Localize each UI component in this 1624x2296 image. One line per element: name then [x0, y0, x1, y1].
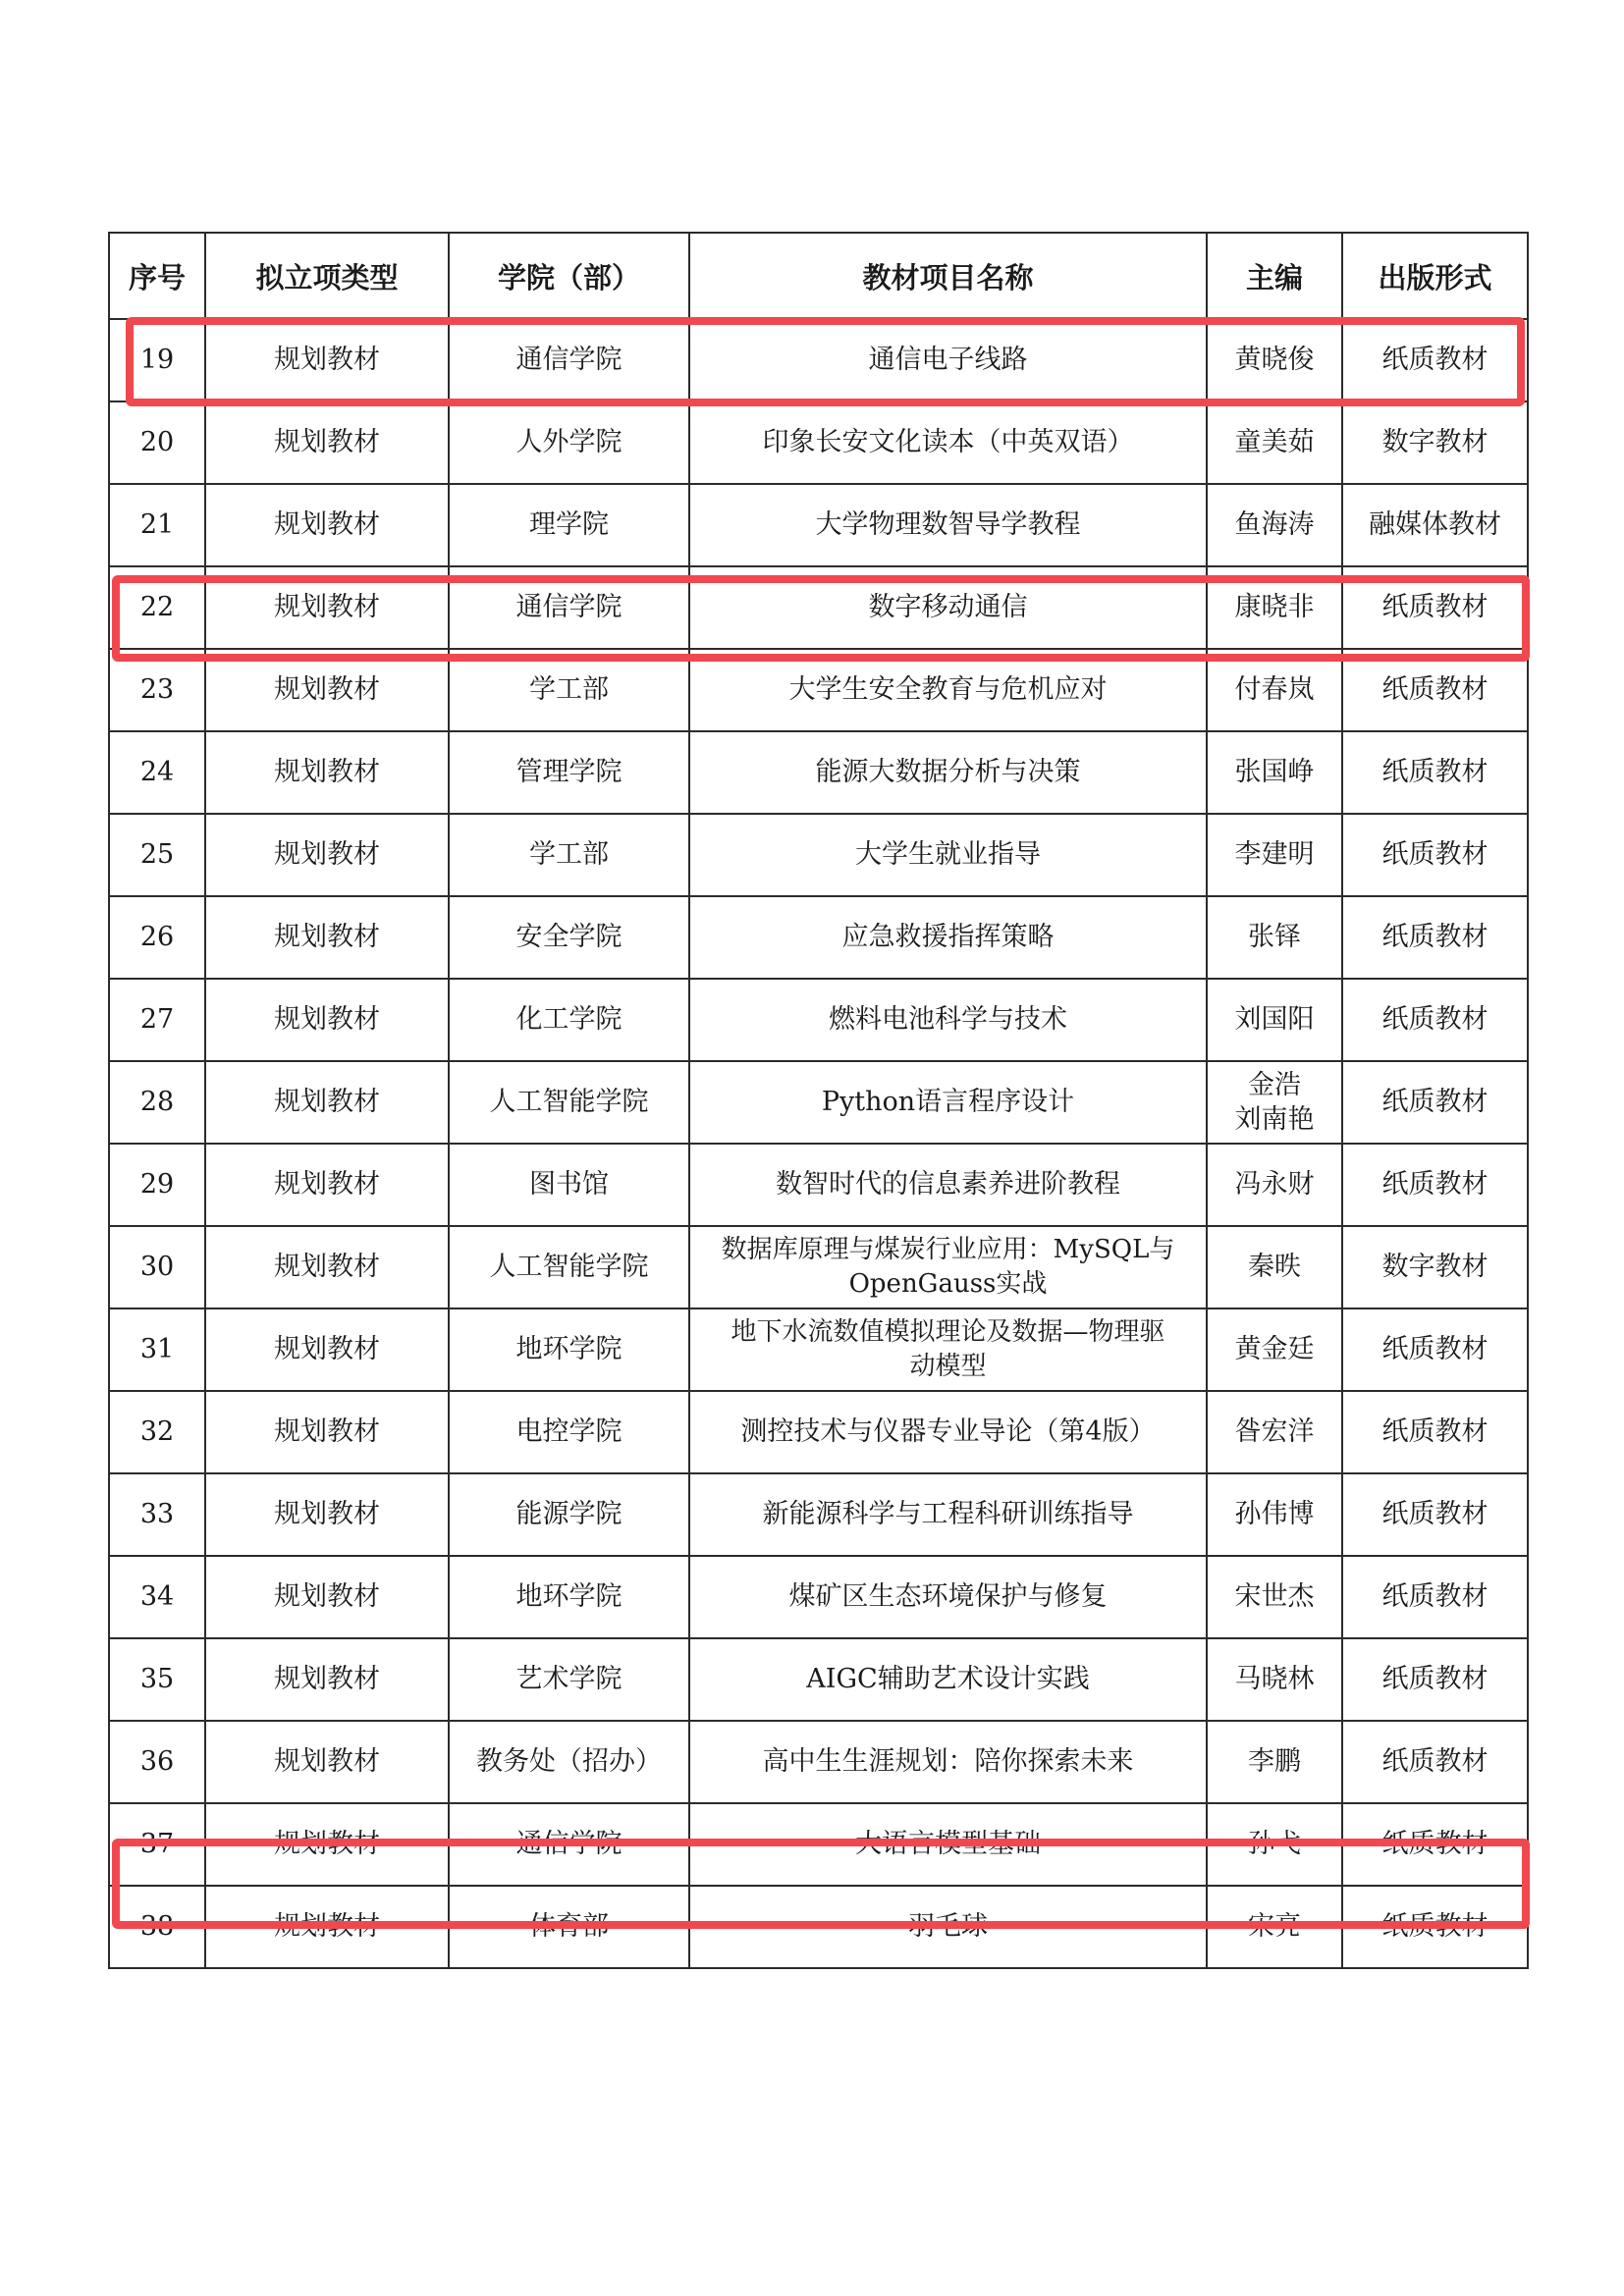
chief-editor-cell: 孙伟博: [1207, 1473, 1342, 1556]
serial-number-cell: 23: [109, 649, 205, 731]
table-row: [109, 1473, 1528, 1556]
college-cell: 人外学院: [449, 401, 689, 484]
project-type-cell: 规划教材: [205, 1473, 449, 1556]
serial-number-cell: 22: [109, 566, 205, 649]
textbook-name-cell: 应急救援指挥策略: [689, 896, 1207, 979]
serial-number-cell: 32: [109, 1391, 205, 1473]
publication-form-cell: 纸质教材: [1342, 979, 1528, 1061]
header-textbook-name: 教材项目名称: [689, 233, 1207, 319]
chief-editor-cell: 宋亮: [1207, 1886, 1342, 1968]
serial-number-cell: 29: [109, 1144, 205, 1226]
publication-form-cell: 融媒体教材: [1342, 484, 1528, 566]
college-cell: 地环学院: [449, 1308, 689, 1391]
college-cell: 通信学院: [449, 1803, 689, 1886]
header-college: 学院（部）: [449, 233, 689, 319]
serial-number-cell: 27: [109, 979, 205, 1061]
textbook-name-cell: 羽毛球: [689, 1886, 1207, 1968]
textbook-name-cell: 大学物理数智导学教程: [689, 484, 1207, 566]
publication-form-cell: 纸质教材: [1342, 1886, 1528, 1968]
college-cell: 图书馆: [449, 1144, 689, 1226]
college-cell: 学工部: [449, 649, 689, 731]
textbook-name-cell: 新能源科学与工程科研训练指导: [689, 1473, 1207, 1556]
table-row: [109, 319, 1528, 401]
table-row: [109, 814, 1528, 896]
chief-editor-cell: 付春岚: [1207, 649, 1342, 731]
project-type-cell: 规划教材: [205, 1638, 449, 1721]
table-row: [109, 1226, 1528, 1308]
chief-editor-cell: 昝宏洋: [1207, 1391, 1342, 1473]
project-type-cell: 规划教材: [205, 649, 449, 731]
project-type-cell: 规划教材: [205, 1226, 449, 1308]
chief-editor-cell: 李建明: [1207, 814, 1342, 896]
publication-form-cell: 纸质教材: [1342, 1721, 1528, 1803]
project-type-cell: 规划教材: [205, 1721, 449, 1803]
textbook-name-cell: 大学生就业指导: [689, 814, 1207, 896]
textbook-project-table: [108, 232, 1529, 1969]
serial-number-cell: 37: [109, 1803, 205, 1886]
college-cell: 教务处（招办）: [449, 1721, 689, 1803]
table-row: [109, 896, 1528, 979]
table-row: [109, 1391, 1528, 1473]
textbook-name-cell: 印象长安文化读本（中英双语）: [689, 401, 1207, 484]
table-row: [109, 1721, 1528, 1803]
serial-number-cell: 25: [109, 814, 205, 896]
publication-form-cell: 纸质教材: [1342, 649, 1528, 731]
publication-form-cell: 纸质教材: [1342, 319, 1528, 401]
college-cell: 艺术学院: [449, 1638, 689, 1721]
college-cell: 安全学院: [449, 896, 689, 979]
table-row: [109, 1308, 1528, 1391]
chief-editor-cell: 黄金廷: [1207, 1308, 1342, 1391]
table-row: [109, 484, 1528, 566]
chief-editor-cell: 秦昳: [1207, 1226, 1342, 1308]
college-cell: 理学院: [449, 484, 689, 566]
textbook-name-cell: 数据库原理与煤炭行业应用：MySQL与 OpenGauss实战: [689, 1226, 1207, 1308]
header-publication-form: 出版形式: [1342, 233, 1528, 319]
publication-form-cell: 纸质教材: [1342, 1144, 1528, 1226]
table-row: [109, 566, 1528, 649]
project-type-cell: 规划教材: [205, 731, 449, 814]
serial-number-cell: 21: [109, 484, 205, 566]
project-type-cell: 规划教材: [205, 1803, 449, 1886]
table-row: [109, 1638, 1528, 1721]
textbook-name-cell: 地下水流数值模拟理论及数据—物理驱 动模型: [689, 1308, 1207, 1391]
project-type-cell: 规划教材: [205, 319, 449, 401]
serial-number-cell: 38: [109, 1886, 205, 1968]
project-type-cell: 规划教材: [205, 1308, 449, 1391]
college-cell: 通信学院: [449, 319, 689, 401]
table-row: [109, 649, 1528, 731]
serial-number-cell: 30: [109, 1226, 205, 1308]
publication-form-cell: 纸质教材: [1342, 1556, 1528, 1638]
textbook-name-cell: Python语言程序设计: [689, 1061, 1207, 1144]
project-type-cell: 规划教材: [205, 1556, 449, 1638]
table-row: [109, 979, 1528, 1061]
publication-form-cell: 纸质教材: [1342, 896, 1528, 979]
serial-number-cell: 28: [109, 1061, 205, 1144]
chief-editor-cell: 黄晓俊: [1207, 319, 1342, 401]
college-cell: 人工智能学院: [449, 1226, 689, 1308]
publication-form-cell: 纸质教材: [1342, 1308, 1528, 1391]
table-row: [109, 1144, 1528, 1226]
chief-editor-cell: 孙弋: [1207, 1803, 1342, 1886]
serial-number-cell: 35: [109, 1638, 205, 1721]
project-type-cell: 规划教材: [205, 1391, 449, 1473]
publication-form-cell: 纸质教材: [1342, 1803, 1528, 1886]
college-cell: 地环学院: [449, 1556, 689, 1638]
publication-form-cell: 纸质教材: [1342, 1391, 1528, 1473]
serial-number-cell: 33: [109, 1473, 205, 1556]
chief-editor-cell: 李鹏: [1207, 1721, 1342, 1803]
publication-form-cell: 纸质教材: [1342, 1061, 1528, 1144]
college-cell: 化工学院: [449, 979, 689, 1061]
serial-number-cell: 20: [109, 401, 205, 484]
textbook-name-cell: 大学生安全教育与危机应对: [689, 649, 1207, 731]
chief-editor-cell: 马晓林: [1207, 1638, 1342, 1721]
publication-form-cell: 纸质教材: [1342, 814, 1528, 896]
project-type-cell: 规划教材: [205, 814, 449, 896]
project-type-cell: 规划教材: [205, 484, 449, 566]
header-project-type: 拟立项类型: [205, 233, 449, 319]
serial-number-cell: 24: [109, 731, 205, 814]
header-chief-editor: 主编: [1207, 233, 1342, 319]
college-cell: 人工智能学院: [449, 1061, 689, 1144]
project-type-cell: 规划教材: [205, 401, 449, 484]
textbook-name-cell: 数智时代的信息素养进阶教程: [689, 1144, 1207, 1226]
textbook-name-cell: 燃料电池科学与技术: [689, 979, 1207, 1061]
textbook-name-cell: 能源大数据分析与决策: [689, 731, 1207, 814]
serial-number-cell: 26: [109, 896, 205, 979]
table-row: [109, 1803, 1528, 1886]
header-serial-number: 序号: [109, 233, 205, 319]
college-cell: 电控学院: [449, 1391, 689, 1473]
textbook-name-cell: 大语言模型基础: [689, 1803, 1207, 1886]
project-type-cell: 规划教材: [205, 1886, 449, 1968]
serial-number-cell: 31: [109, 1308, 205, 1391]
college-cell: 体育部: [449, 1886, 689, 1968]
table-row: [109, 401, 1528, 484]
project-type-cell: 规划教材: [205, 979, 449, 1061]
table-row: [109, 731, 1528, 814]
publication-form-cell: 纸质教材: [1342, 731, 1528, 814]
table-row: [109, 1061, 1528, 1144]
publication-form-cell: 纸质教材: [1342, 566, 1528, 649]
chief-editor-cell: 康晓非: [1207, 566, 1342, 649]
textbook-name-cell: 测控技术与仪器专业导论（第4版）: [689, 1391, 1207, 1473]
college-cell: 管理学院: [449, 731, 689, 814]
serial-number-cell: 19: [109, 319, 205, 401]
project-type-cell: 规划教材: [205, 566, 449, 649]
publication-form-cell: 纸质教材: [1342, 1638, 1528, 1721]
college-cell: 学工部: [449, 814, 689, 896]
publication-form-cell: 数字教材: [1342, 1226, 1528, 1308]
college-cell: 通信学院: [449, 566, 689, 649]
chief-editor-cell: 宋世杰: [1207, 1556, 1342, 1638]
table-row: [109, 1886, 1528, 1968]
table-row: [109, 1556, 1528, 1638]
chief-editor-cell: 张铎: [1207, 896, 1342, 979]
chief-editor-cell: 童美茹: [1207, 401, 1342, 484]
serial-number-cell: 34: [109, 1556, 205, 1638]
chief-editor-cell: 冯永财: [1207, 1144, 1342, 1226]
project-type-cell: 规划教材: [205, 1061, 449, 1144]
textbook-name-cell: 数字移动通信: [689, 566, 1207, 649]
textbook-name-cell: 煤矿区生态环境保护与修复: [689, 1556, 1207, 1638]
publication-form-cell: 数字教材: [1342, 401, 1528, 484]
project-type-cell: 规划教材: [205, 1144, 449, 1226]
college-cell: 能源学院: [449, 1473, 689, 1556]
chief-editor-cell: 张国峥: [1207, 731, 1342, 814]
table-body: [109, 319, 1528, 1968]
chief-editor-cell: 金浩 刘南艳: [1207, 1061, 1342, 1144]
publication-form-cell: 纸质教材: [1342, 1473, 1528, 1556]
textbook-name-cell: 通信电子线路: [689, 319, 1207, 401]
project-type-cell: 规划教材: [205, 896, 449, 979]
chief-editor-cell: 鱼海涛: [1207, 484, 1342, 566]
table-header-row: [109, 233, 1528, 319]
serial-number-cell: 36: [109, 1721, 205, 1803]
textbook-name-cell: 高中生生涯规划：陪你探索未来: [689, 1721, 1207, 1803]
textbook-name-cell: AIGC辅助艺术设计实践: [689, 1638, 1207, 1721]
chief-editor-cell: 刘国阳: [1207, 979, 1342, 1061]
